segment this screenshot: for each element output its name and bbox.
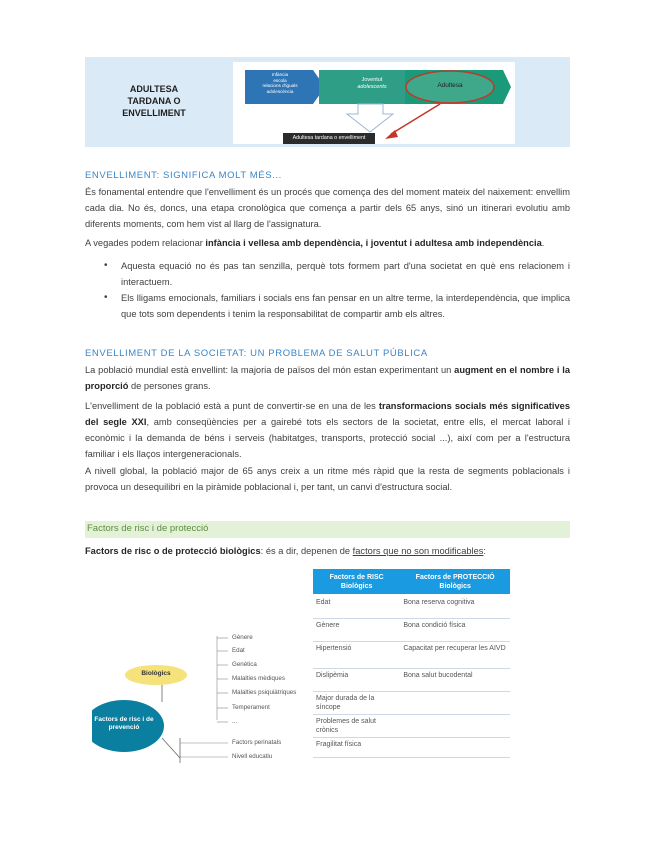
- biologics-node-label: Biològics: [141, 670, 171, 677]
- table-header-risc: Factors de RISC Biològics: [313, 569, 400, 595]
- text-run: La població mundial està envellint: la majoria de països del món estan experimentant un: [85, 365, 455, 375]
- callout-text: Adultesa tardana o envelliment: [292, 135, 366, 141]
- mind-map-item: ...: [232, 718, 238, 725]
- table-row: [313, 691, 510, 714]
- infancia-label: [245, 72, 315, 94]
- mind-map-item: Nivell educatiu: [232, 753, 273, 760]
- text-run: A vegades podem relacionar: [85, 238, 206, 248]
- table-cell: Bona salut bucodental: [400, 668, 510, 691]
- table-cell: Dislipèmia: [313, 668, 400, 691]
- bullet-list: [85, 258, 570, 322]
- paragraph-factors: [85, 543, 570, 559]
- section-heading-envelliment: ENVELLIMENT: SIGNIFICA MOLT MÉS...: [85, 170, 282, 181]
- mind-map: [92, 628, 314, 763]
- section-heading-salut-publica: ENVELLIMENT DE LA SOCIETAT: UN PROBLEMA DE SALUT PÚBLICA: [85, 348, 428, 359]
- list-item: • Aquesta equació no és pas tan senzilla, perquè tots formem part d'una societat en què ens relacionem i interactuem.: [85, 258, 570, 290]
- list-item: • Els lligams emocionals, familiars i socials ens fan pensar en un altre terme, la interdependència, que implica que tots som dependents i tenim la responsabilitat de compartir amb els altres.: [85, 290, 570, 322]
- mind-map-item: Factors perinatals: [232, 739, 282, 746]
- mind-map-item: Genètica: [232, 661, 257, 668]
- table-cell: Bona condició física: [400, 618, 510, 641]
- mind-map-ticks: [180, 638, 228, 757]
- table-row: [313, 737, 510, 757]
- underlined-text: factors que no son modificables: [352, 546, 484, 556]
- mind-map-item: Malalties psiquiàtriques: [232, 689, 297, 696]
- table-cell: Fragilitat física: [313, 737, 400, 757]
- joventut-label: [329, 77, 415, 91]
- table-cell: Problemes de salut crònics: [313, 714, 400, 737]
- callout-pointer: [391, 104, 440, 134]
- infancia-line: Infància: [271, 72, 289, 77]
- joventut-line: Joventut: [361, 77, 383, 83]
- banner-title-line: ADULTESA: [129, 84, 179, 94]
- table-row: [313, 595, 510, 618]
- table-row: [313, 618, 510, 641]
- table-row: [313, 668, 510, 691]
- connector-line: [162, 738, 180, 758]
- table-header-proteccio: Factors de PROTECCIÓ Biològics: [400, 569, 510, 595]
- mind-map-item: Malalties mèdiques: [232, 675, 285, 682]
- infancia-line: adolescència: [266, 88, 294, 94]
- banner-title-line: ENVELLIMENT: [122, 108, 186, 118]
- text-run: : és a dir, depenen de: [260, 546, 353, 556]
- bold-text: transformacions socials més significatives del segle XXI: [85, 401, 570, 427]
- paragraph-poblacio: [85, 362, 570, 394]
- table-cell: Hipertensió: [313, 641, 400, 668]
- paragraph-dependencia: [85, 235, 570, 251]
- table-cell: Major durada de la síncope: [313, 691, 400, 714]
- table-row: [313, 641, 510, 668]
- infancia-line: relacions d'iguals: [262, 83, 298, 89]
- table-cell: Gènere: [313, 618, 400, 641]
- life-stages-diagram: [233, 62, 515, 144]
- paragraph-nivell-global: A nivell global, la població major de 65 anys creix a un ritme més ràpid que la resta de segments poblacionals i provoca un desequilibri en la piràmide poblacional i, per tant, un canvi d'estructura social.: [85, 466, 570, 492]
- table-row: [313, 714, 510, 737]
- bold-text: augment en el nombre i la proporció: [85, 365, 571, 391]
- mind-map-item: Gènere: [232, 634, 253, 641]
- infancia-line: escola: [273, 77, 287, 83]
- text-run: L'envelliment de la població està a punt de convertir-se en una de les: [85, 401, 379, 411]
- text-run: .: [541, 238, 545, 248]
- table-header-row: [313, 569, 510, 595]
- table-cell: [400, 691, 510, 714]
- header-banner: [85, 57, 570, 147]
- paragraph-envelliment: És fonamental entendre que l'envelliment és un procés que comença des del moment mateix del naixement: envellim cada dia. No és, doncs, una etapa cronològica que comença a partir dels 65 anys, sinó un itinerari evolutiu amb diferents moments, com hem vist al llarg de l'assignatura.: [85, 187, 570, 229]
- center-node-label: Factors de risc i de prevenció: [94, 716, 154, 731]
- text-run: , amb conseqüències per a gairebé tots els sectors de la societat, entre ells, el mercat laboral i econòmic i la demanda de béns i serveis (habitatges, transports, protecció social ...), així com per a l'estructura familiar i els llaços intergeneracionals.: [85, 417, 570, 459]
- down-arrow: [347, 104, 393, 132]
- banner-title: [105, 83, 203, 119]
- table-cell: Edat: [313, 595, 400, 618]
- bold-text: infància i vellesa amb dependència, i joventut i adultesa amb independència: [205, 238, 542, 248]
- risk-protection-table: [313, 569, 510, 758]
- table-cell: Capacitat per recuperar les AIVD: [400, 641, 510, 668]
- bold-text: Factors de risc o de protecció biològics: [85, 546, 261, 556]
- banner-title-line: TARDANA O: [127, 96, 181, 106]
- adultesa-label: Adultesa: [437, 82, 463, 89]
- text-run: :: [483, 546, 487, 556]
- paragraph-transformacions: [85, 398, 570, 462]
- section-heading-text: Factors de risc i de protecció: [87, 523, 209, 534]
- table-cell: [400, 714, 510, 737]
- mind-map-item: Temperament: [232, 704, 270, 711]
- joventut-line: adolescents: [357, 84, 387, 90]
- text-run: de persones grans.: [128, 381, 211, 391]
- table-cell: Bona reserva cognitiva: [400, 595, 510, 618]
- table-cell: [400, 737, 510, 757]
- mind-map-item: Edat: [232, 647, 245, 654]
- section-heading-factors: [85, 521, 570, 538]
